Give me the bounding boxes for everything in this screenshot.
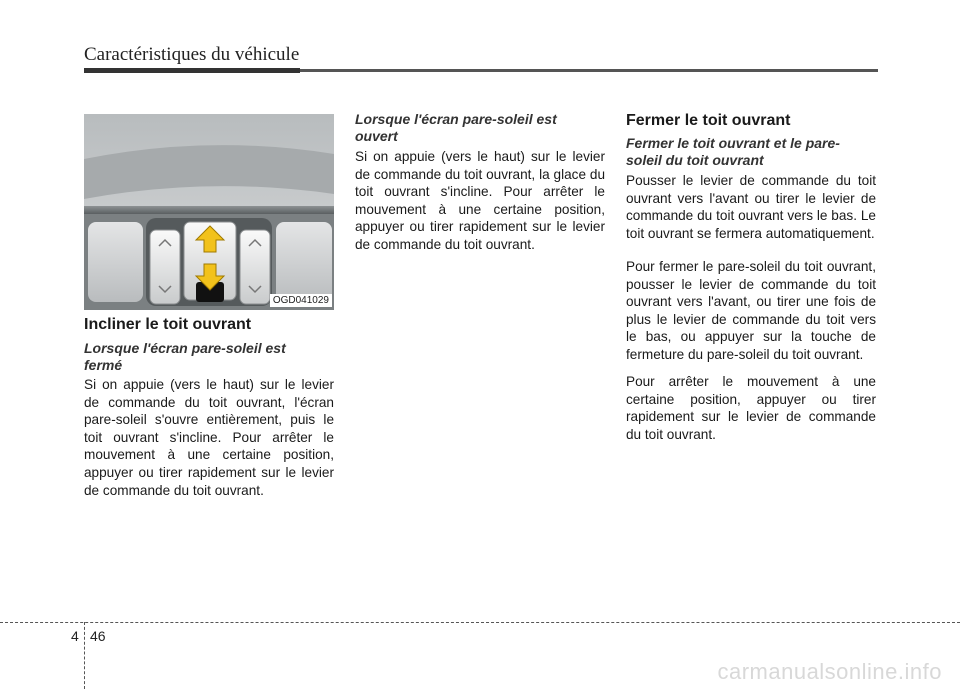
page-number: 46 [90, 628, 106, 644]
paragraph-close-3: Pour arrêter le mouvement à une certaine position, appuyer ou tirer rapidement sur le levier de commande du toit ouvrant. [626, 374, 876, 442]
footer-divider [84, 622, 85, 689]
paragraph-shade-closed: Si on appuie (vers le haut) sur le levier de commande du toit ouvrant, l'écran pare-soleil s'ouvre entièrement, puis le toit ouvrant s'incline. Pour arrêter le mouvement à une certaine position, appuyer ou tirer rapidement sur le levier de commande du toit ouvrant. [84, 377, 334, 498]
paragraph-close-2: Pour fermer le pare-soleil du toit ouvrant, pousser le levier de commande du toit ouvrant vers l'avant, ou tirer une fois de plus le levier de commande du toit vers le bas, ou appuyer sur la touche de fermeture du pare-soleil du toit ouvrant. [626, 259, 876, 362]
footer-rule [0, 622, 960, 623]
paragraph-close-1: Pousser le levier de commande du toit ouvrant vers l'avant ou tirer le levier de commande du toit ouvrant vers le bas. Le toit ouvrant se fermera automatiquement. [626, 173, 876, 241]
overhead-console-illustration [84, 114, 334, 310]
page-title: Caractéristiques du véhicule [84, 44, 300, 65]
sunroof-control-figure [84, 114, 334, 310]
chapter-number: 4 [71, 628, 79, 644]
subheading-shade-open: Lorsque l'écran pare-soleil est ouvert [355, 111, 557, 144]
subheading-close-roof-and-shade: Fermer le toit ouvrant et le pare-soleil du toit ouvrant [626, 135, 840, 168]
figure-code: OGD041029 [270, 294, 332, 307]
section-heading-close: Fermer le toit ouvrant [626, 112, 791, 129]
paragraph-shade-open: Si on appuie (vers le haut) sur le levier de commande du toit ouvrant, la glace du toit ouvrant s'incline. Pour arrêter le mouvement à une certaine position, appuyer ou tirer rapidement sur le levier de commande du toit ouvrant. [355, 149, 605, 252]
header-rule-accent [84, 68, 300, 73]
section-heading-tilt: Incliner le toit ouvrant [84, 316, 252, 333]
subheading-shade-closed: Lorsque l'écran pare-soleil est fermé [84, 340, 286, 373]
watermark: carmanualsonline.info [717, 659, 942, 684]
